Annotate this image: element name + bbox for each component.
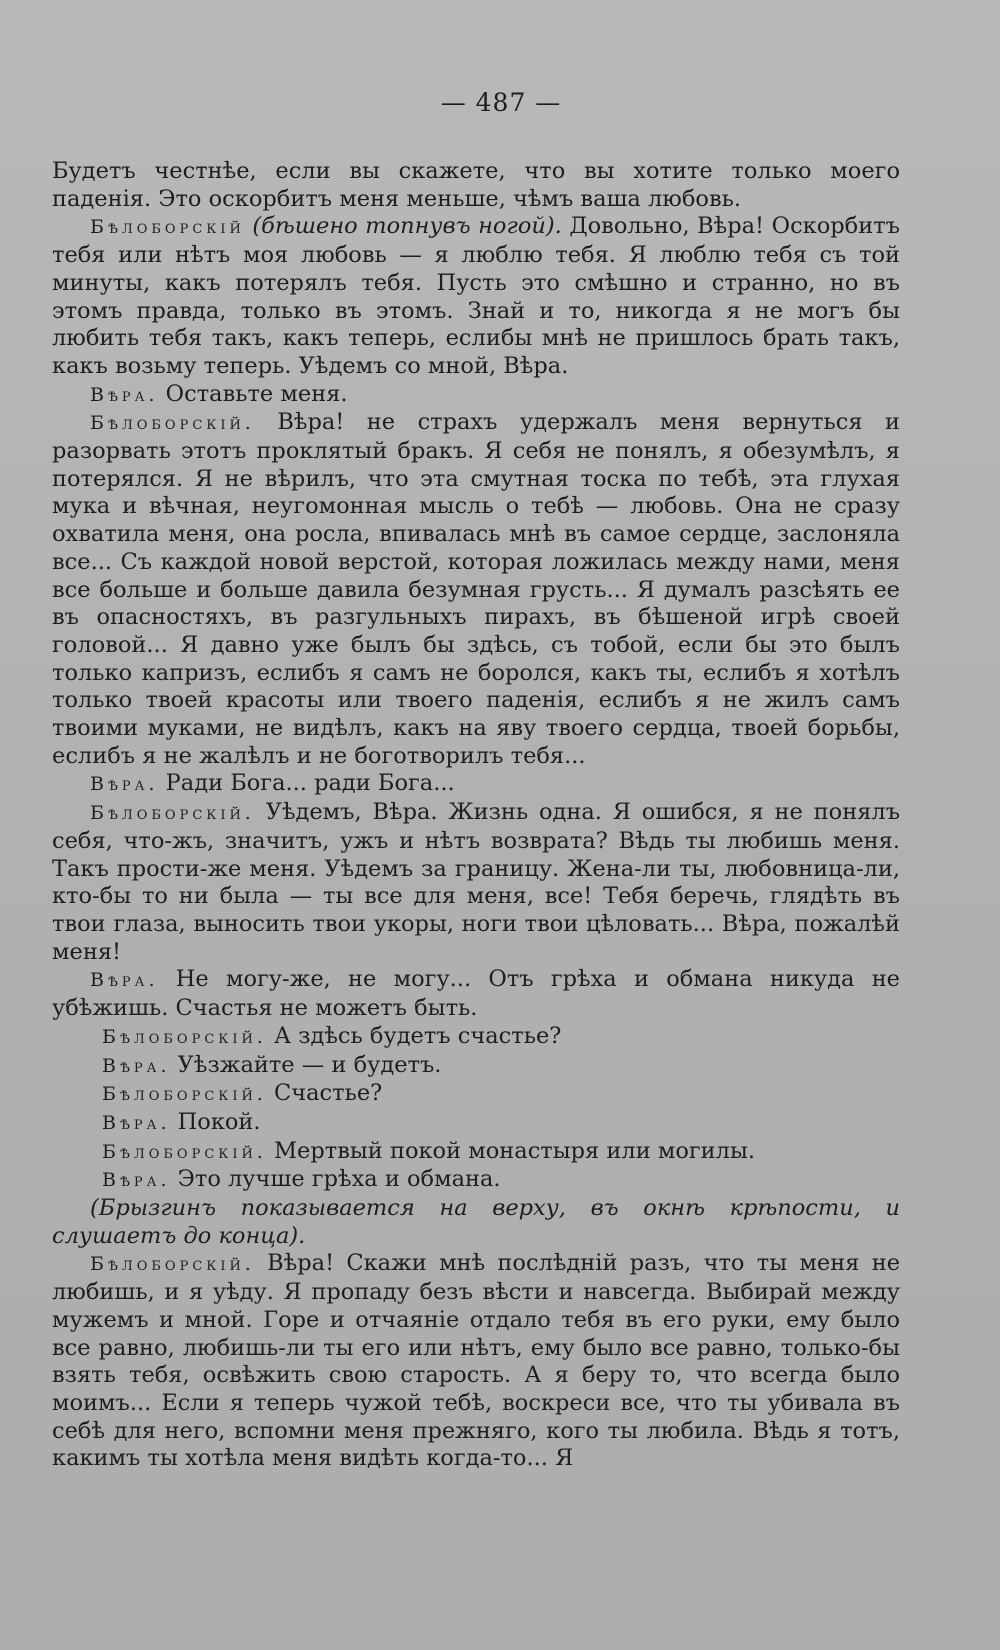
- paragraph-text: А здѣсь будетъ счастье?: [274, 1022, 562, 1049]
- paragraph-text: Довольно, Вѣра! Оскорбитъ тебя или нѣтъ моя любовь — я люблю тебя. Я люблю тебя съ той минуты, какъ потерялъ тебя. Пусть это смѣшно и странно, но въ этомъ правда, только въ этомъ. Знай и то, никогда я не могъ бы любить тебя такъ, какъ теперь, еслибы мнѣ не пришлось брать такъ, какъ возьму теперь. Уѣдемъ со мной, Вѣра.: [52, 213, 900, 379]
- speaker-name: Вѣра.: [102, 1111, 171, 1134]
- paragraph: [52, 409, 900, 770]
- paragraph: [52, 1138, 900, 1167]
- paragraph-text: Вѣра! Скажи мнѣ послѣдній разъ, что ты меня не любишь, и я уѣду. Я пропаду безъ вѣсти и навсегда. Выбирай между мужемъ и мной. Горе и отчаяніе отдало тебя въ его руки, ему было все равно, любишь-ли ты его или нѣтъ, ему было все равно, только-бы взять тебя, освѣжить свою старость. А я беру то, что всегда было моимъ... Если я теперь чужой тебѣ, воскреси все, что ты убивала въ себѣ для него, вспомни меня прежняго, кого ты любила. Вѣдь я тотъ, какимъ ты хотѣла меня видѣть когда-то... Я: [52, 1250, 901, 1472]
- paragraph: [52, 799, 900, 966]
- speaker-name: Бѣлоборскій.: [102, 1025, 267, 1048]
- paragraph: [52, 1052, 900, 1081]
- speaker-name: Бѣлоборскій.: [102, 1083, 267, 1106]
- paragraph-text: Уѣдемъ, Вѣра. Жизнь одна. Я ошибся, я не понялъ себя, что-жъ, значитъ, ужъ и нѣтъ возврата? Вѣдь ты любишь меня. Такъ прости-же меня. Уѣдемъ за границу. Жена-ли ты, любовница-ли, кто-бы то ни была — ты все для меня, все! Тебя беречь, глядѣть въ твои глаза, выносить твои укоры, ноги твои цѣловать... Вѣра, пожалѣй меня!: [52, 799, 901, 965]
- speaker-name: Бѣлоборскій: [90, 216, 245, 239]
- speaker-name: Бѣлоборскій.: [90, 412, 255, 435]
- paragraph: [52, 770, 900, 799]
- speaker-name: Вѣра.: [102, 1054, 171, 1077]
- stage-direction: (бѣшено топнувъ ногой).: [252, 213, 562, 240]
- paragraph: [52, 1080, 900, 1109]
- speaker-name: Бѣлоборскій.: [90, 802, 255, 825]
- paragraph: [52, 966, 900, 1022]
- paragraph: [52, 1109, 900, 1138]
- speaker-name: Вѣра.: [90, 969, 159, 992]
- paragraph: [52, 213, 900, 380]
- paragraph-text: Счастье?: [274, 1080, 383, 1107]
- paragraph-text: Покой.: [177, 1108, 261, 1135]
- paragraph-text: Это лучше грѣха и обмана.: [177, 1166, 501, 1193]
- speaker-name: Вѣра.: [90, 383, 159, 406]
- paragraph-text: Будетъ честнѣе, если вы скажете, что вы хотите только моего паденія. Это оскорбитъ меня меньше, чѣмъ ваша любовь.: [52, 158, 900, 212]
- paragraph-text: Ради Бога... ради Бога...: [165, 770, 455, 797]
- paragraph: [52, 158, 900, 213]
- stage-direction: (Брызгинъ показывается на верху, въ окнѣ крѣпости, и слушаетъ до конца).: [52, 1195, 900, 1249]
- page-number: — 487 —: [440, 88, 562, 117]
- paragraph: [52, 1195, 900, 1250]
- paragraph: [52, 1166, 900, 1195]
- body-text: [52, 158, 900, 1473]
- paragraph: [52, 1023, 900, 1052]
- paragraph-text: Вѣра! не страхъ удержалъ меня вернуться и разорвать этотъ проклятый бракъ. Я себя не понялъ, я обезумѣлъ, я потерялся. Я не вѣрилъ, что эта смутная тоска по тебѣ, эта глухая мука и вѣчная, неугомонная мысль о тебѣ — любовь. Она не сразу охватила меня, она росла, впивалась мнѣ въ самое сердце, заслоняла все... Съ каждой новой верстой, которая ложилась между нами, меня все больше и больше давила безумная грусть... Я думалъ разсѣять ее въ опасностяхъ, въ разгульныхъ пирахъ, въ бѣшеной игрѣ своей головой... Я давно уже былъ бы здѣсь, съ тобой, если бы это былъ только капризъ, еслибъ я самъ не боролся, какъ ты, еслибъ я хотѣлъ только твоей красоты или твоего паденія, еслибъ я не жилъ самъ твоими муками, не видѣлъ, какъ на яву твоего сердца, твоей борьбы, еслибъ я не жалѣлъ и не боготворилъ тебя...: [52, 409, 900, 769]
- paragraph: [52, 381, 900, 410]
- paragraph-text: Уѣзжайте — и будетъ.: [177, 1051, 442, 1078]
- speaker-name: Вѣра.: [90, 773, 159, 796]
- speaker-name: Бѣлоборскій.: [102, 1140, 267, 1163]
- paragraph-text: Мертвый покой монастыря или могилы.: [274, 1137, 756, 1164]
- speaker-name: Бѣлоборскій.: [90, 1253, 255, 1276]
- speaker-name: Вѣра.: [102, 1169, 171, 1192]
- paragraph-text: Не могу-же, не могу... Отъ грѣха и обмана никуда не убѣжишь. Счастья не можетъ быть.: [52, 966, 901, 1022]
- paragraph: [52, 1250, 900, 1473]
- paragraph-text: Оставьте меня.: [165, 380, 348, 407]
